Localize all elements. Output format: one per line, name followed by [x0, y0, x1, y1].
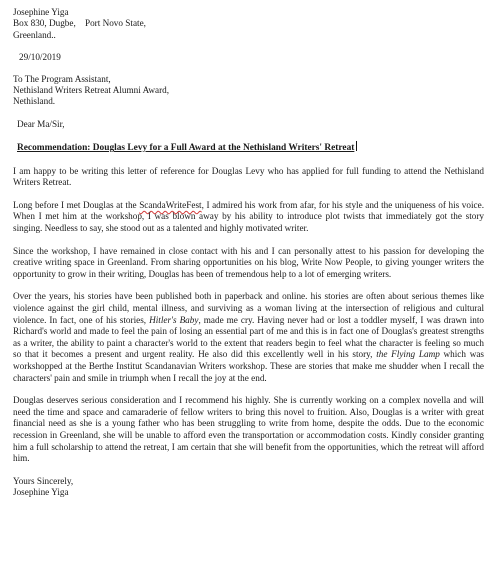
paragraph-4: [13, 291, 484, 384]
text-cursor: [356, 141, 357, 151]
story-title-1: Hitler's Baby: [149, 314, 199, 325]
paragraph-2-text-a: Long before I met Douglas at the: [13, 199, 140, 210]
story-title-2: the Flying Lamp: [376, 349, 440, 360]
sender-name: Josephine Yiga: [13, 7, 69, 17]
spellcheck-word[interactable]: ScandaWriteFest: [139, 199, 202, 210]
sender-country: Greenland..: [13, 29, 56, 40]
closing: Yours Sincerely,: [13, 475, 74, 486]
closing-block: [13, 476, 484, 499]
recipient-line-3: Nethisland.: [13, 96, 56, 107]
recipient-line-1: To The Program Assistant,: [13, 73, 111, 84]
recipient-address: [13, 74, 484, 108]
sender-address-line: Box 830, Dugbe, Port Novo State,: [13, 18, 146, 29]
letter-date: 29/10/2019: [19, 52, 61, 63]
subject-text: Recommendation: Douglas Levy for a Full Award at the Nethisland Writers' Retreat: [17, 143, 355, 154]
paragraph-3: Since the workshop, I have remained in close contact with his and I can personally attest to his passion for developing the creative writing space in Greenland. From sharing opportunities on his blog, Write Now People, to giving younger writers the opportunity to grow in their writing, Douglas has been of tremendous help to a lot of emerging writers.: [13, 245, 484, 279]
paragraph-1: I am happy to be writing this letter of reference for Douglas Levy who has applied for full funding to attend the Nethisland Writers Retreat.: [13, 165, 484, 188]
paragraph-4-text-b: , made me cry. Having never had or lost a toddler myself, I was drawn into Richard's world and made to feel the pain of losing an essential part of me and this is in fact one of Douglas's greatest strengths as a writer, the ability to paint a character's world to the extent that readers begin to feel what the character is feeling so much so that it becomes a present and urgent reality. He also did this excellently well in his story,: [13, 314, 484, 360]
salutation: Dear Ma/Sir,: [17, 118, 65, 129]
signature-name: Josephine Yiga: [13, 487, 69, 498]
paragraph-4-text-a: Over the years, his stories have been published both in paperback and online. his stories are often about serious themes like violence against the girl child, mental illness, and surviving as a woman living at the intersection of religious and cultural violence. In fact, one of his stories,: [13, 291, 484, 325]
sender-address: [13, 7, 484, 41]
subject-line: [13, 141, 484, 154]
paragraph-2-text-b: , I admired his work from afar, for his style and the uniqueness of his voice. When I met him at the workshop, I was blown away by his ability to introduce plot twists that immediately got the story singing. Needless to say, she stood out as a talented and highly motivated writer.: [13, 199, 484, 234]
paragraph-2: [13, 200, 484, 235]
paragraph-5: Douglas deserves serious consideration and I recommend his highly. She is currently working on a complex novella and will need the time and space and camaraderie of fellow writers to bring this novel to fruition. Also, Douglas is a writer with great financial need as she is a young father who has been struggling to write from home, despite the odds. Due to the economic recession in Greenland, she will be unable to afford even the transportation or accommodation costs. Kindly consider granting him a full scholarship to attend the retreat, I am certain that she will benefit from the opportunities, which the retreat will afford him.: [13, 395, 484, 464]
paragraph-4-text-c: which was workshopped at the Berthe Institut Scandanavian Writers workshop. These are stories that make me shudder when I recall the characters' pain and smile in triumph when I recall the joy at the end.: [13, 349, 484, 383]
recipient-line-2: Nethisland Writers Retreat Alumni Award,: [13, 85, 170, 96]
